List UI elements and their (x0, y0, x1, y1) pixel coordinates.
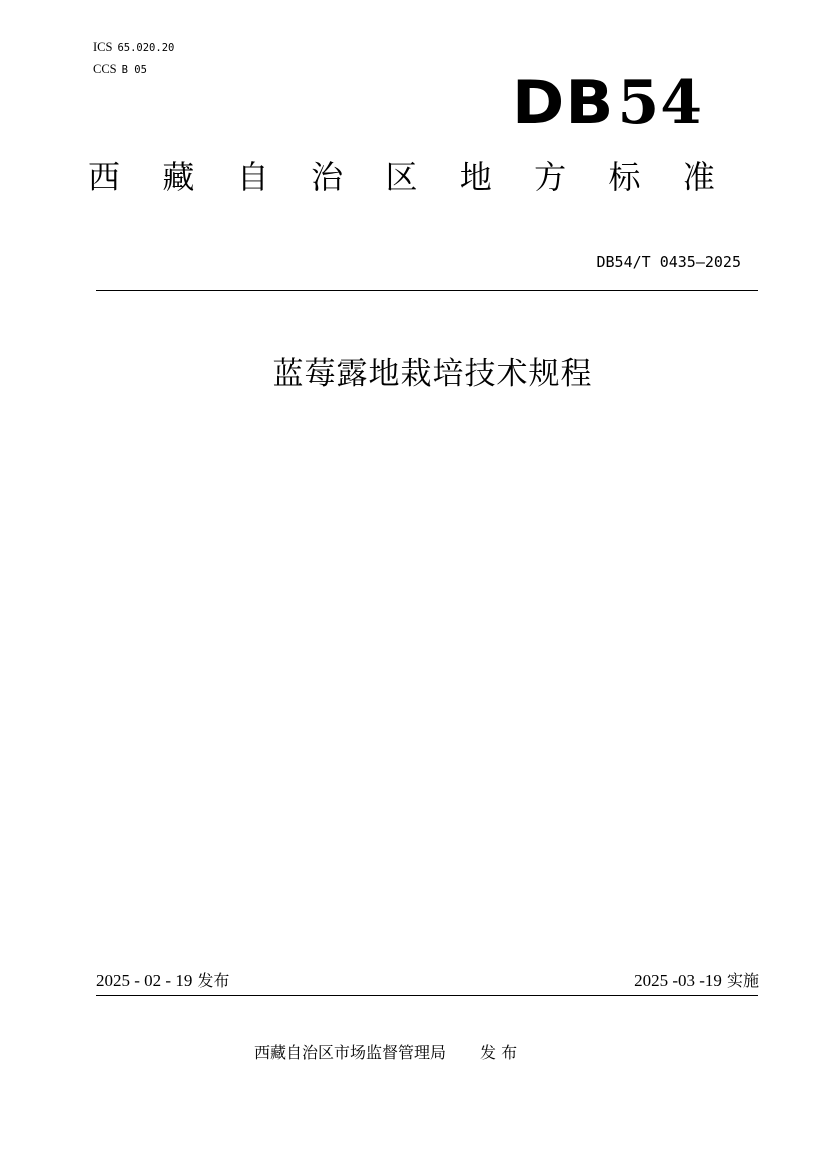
implementation-date: 2025 -03 -19 (634, 971, 722, 990)
standard-type-char: 地 (459, 158, 492, 196)
publisher-action: 发 布 (480, 1043, 518, 1062)
standard-type-char: 自 (236, 158, 269, 196)
issue-label: 发布 (197, 971, 230, 990)
implementation-date-line (634, 970, 759, 992)
standard-type-char: 西 (88, 158, 121, 196)
ics-code: 65.020.20 (117, 42, 175, 54)
standard-type-char: 治 (311, 158, 344, 196)
issue-date-line (96, 970, 229, 992)
logo-number: 54 (617, 68, 704, 138)
ics-label: ICS (93, 40, 113, 54)
ccs-code: B 05 (121, 64, 147, 76)
implementation-label: 实施 (726, 971, 759, 990)
ccs-label: CCS (93, 62, 117, 76)
footer-divider (96, 995, 758, 996)
logo-db-letters: DB (512, 68, 615, 138)
standard-code: DB54/T 0435—2025 (596, 253, 741, 271)
publisher-name: 西藏自治区市场监督管理局 (254, 1043, 447, 1062)
ics-classification (93, 40, 174, 55)
issue-date: 2025 - 02 - 19 (96, 971, 193, 990)
standard-type-char: 准 (682, 158, 715, 196)
standard-type-char: 藏 (162, 158, 195, 196)
standard-type-char: 标 (608, 158, 641, 196)
publisher-line (254, 1041, 517, 1065)
db54-logo (512, 68, 703, 138)
standard-type-heading (88, 155, 715, 199)
header-divider (96, 290, 758, 291)
standard-type-char: 方 (534, 158, 567, 196)
document-title: 蓝莓露地栽培技术规程 (272, 356, 593, 392)
standard-type-char: 区 (385, 158, 418, 196)
ccs-classification (93, 62, 147, 77)
